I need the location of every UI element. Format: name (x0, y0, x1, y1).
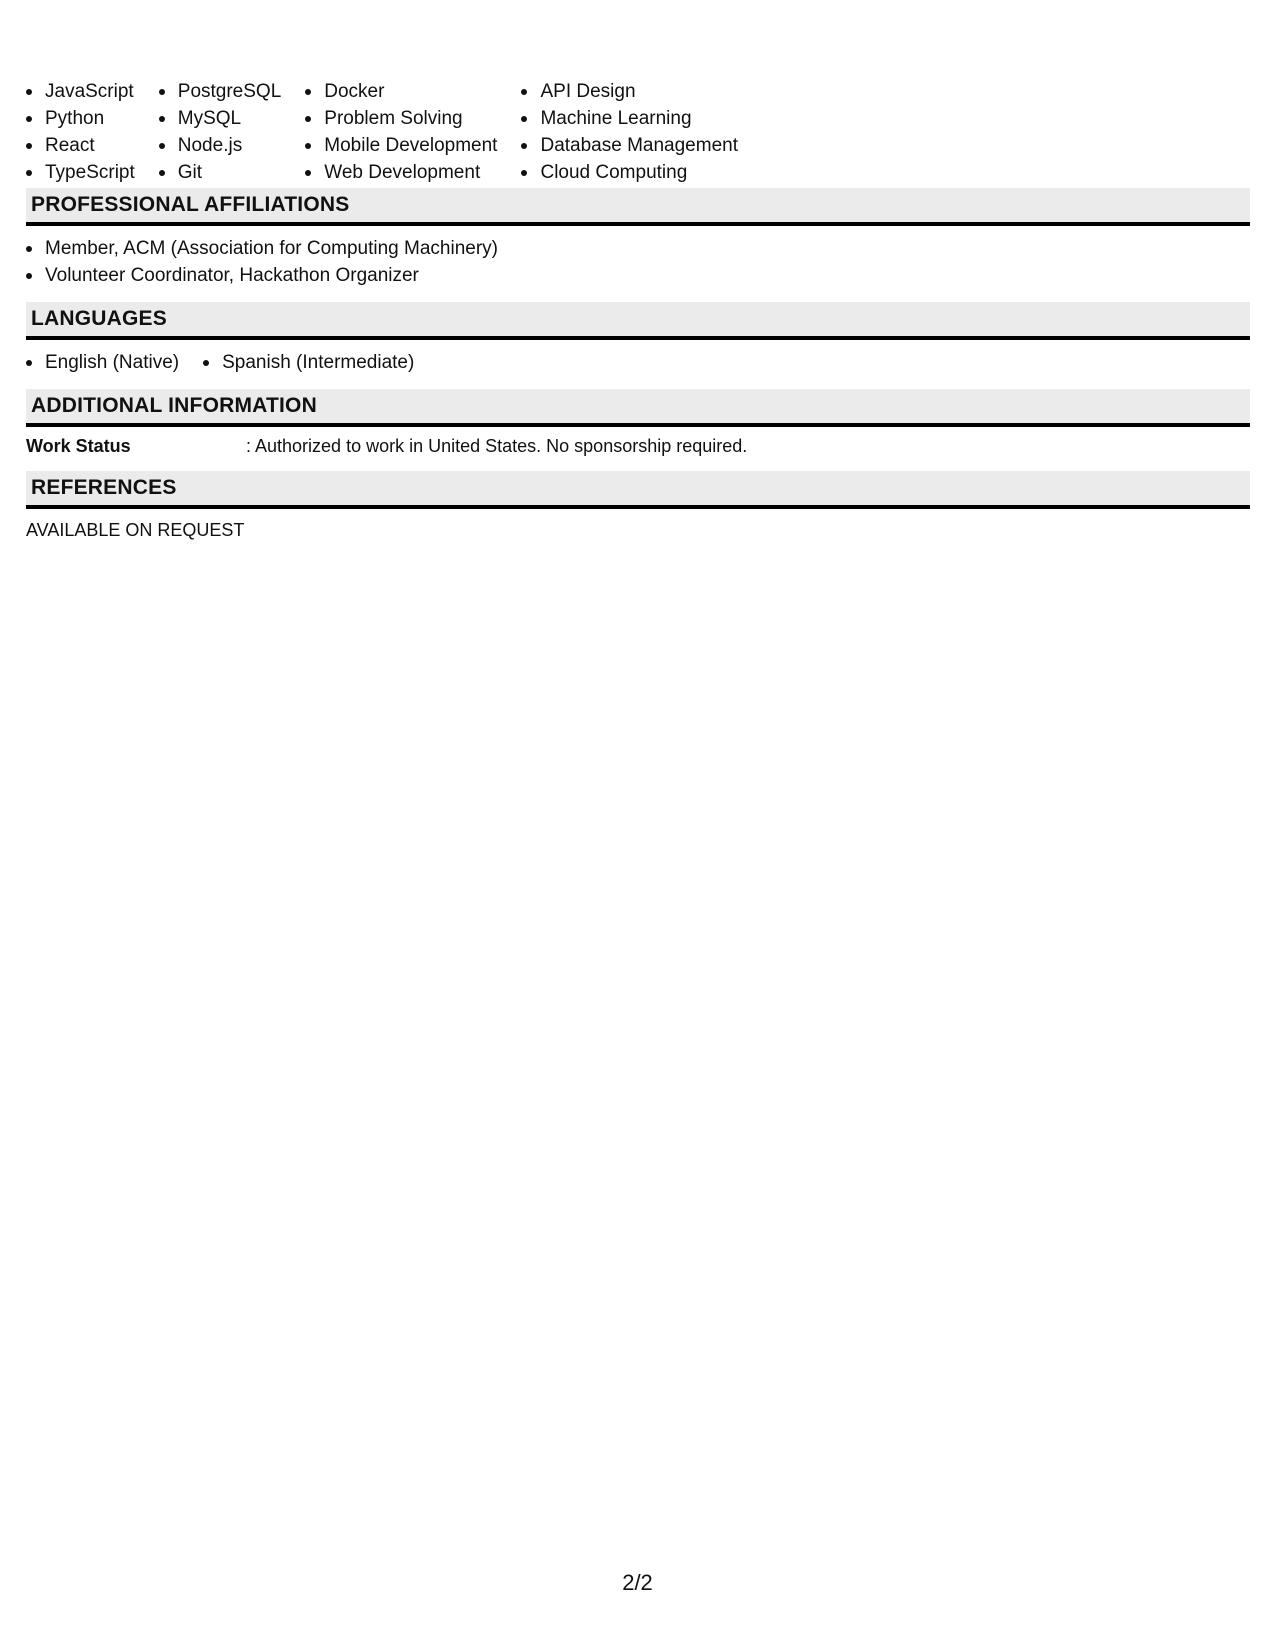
languages-section (26, 302, 1250, 389)
references-section (26, 471, 1250, 556)
work-status-value: : Authorized to work in United States. No sponsorship required. (246, 436, 748, 456)
affiliations-section (26, 188, 1250, 302)
languages-list (26, 349, 1250, 376)
page-number: 2/2 (622, 1570, 653, 1595)
skill-item: React (26, 132, 135, 159)
skills-column-4 (521, 78, 738, 188)
skills-list (26, 78, 1250, 188)
work-status-row (26, 433, 1250, 459)
skill-item: Mobile Development (305, 132, 497, 159)
skills-column-2 (159, 78, 282, 188)
work-status-label: Work Status (26, 436, 131, 456)
skills-column-3 (305, 78, 497, 188)
references-text: AVAILABLE ON REQUEST (26, 520, 245, 540)
language-item: Spanish (Intermediate) (203, 349, 414, 376)
section-title-affiliations: PROFESSIONAL AFFILIATIONS (26, 188, 1250, 226)
affiliation-item: Member, ACM (Association for Computing Machinery) (26, 235, 1250, 262)
skill-item: Web Development (305, 159, 497, 186)
skill-item: PostgreSQL (159, 78, 282, 105)
skill-item: Python (26, 105, 135, 132)
skill-item: Database Management (521, 132, 738, 159)
skill-item: API Design (521, 78, 738, 105)
skills-column-1 (26, 78, 135, 188)
skill-item: Node.js (159, 132, 282, 159)
skill-item: Machine Learning (521, 105, 738, 132)
skill-item: Cloud Computing (521, 159, 738, 186)
skill-item: Git (159, 159, 282, 186)
language-item: English (Native) (26, 349, 179, 376)
affiliation-item: Volunteer Coordinator, Hackathon Organizer (26, 262, 1250, 289)
section-title-references: REFERENCES (26, 471, 1250, 509)
skill-item: MySQL (159, 105, 282, 132)
skill-item: JavaScript (26, 78, 135, 105)
affiliations-list (26, 235, 1250, 289)
resume-page (26, 78, 1250, 556)
skill-item: Problem Solving (305, 105, 497, 132)
section-title-additional-info: ADDITIONAL INFORMATION (26, 389, 1250, 427)
skill-item: TypeScript (26, 159, 135, 186)
additional-info-section (26, 389, 1250, 471)
section-title-languages: LANGUAGES (26, 302, 1250, 340)
skill-item: Docker (305, 78, 497, 105)
